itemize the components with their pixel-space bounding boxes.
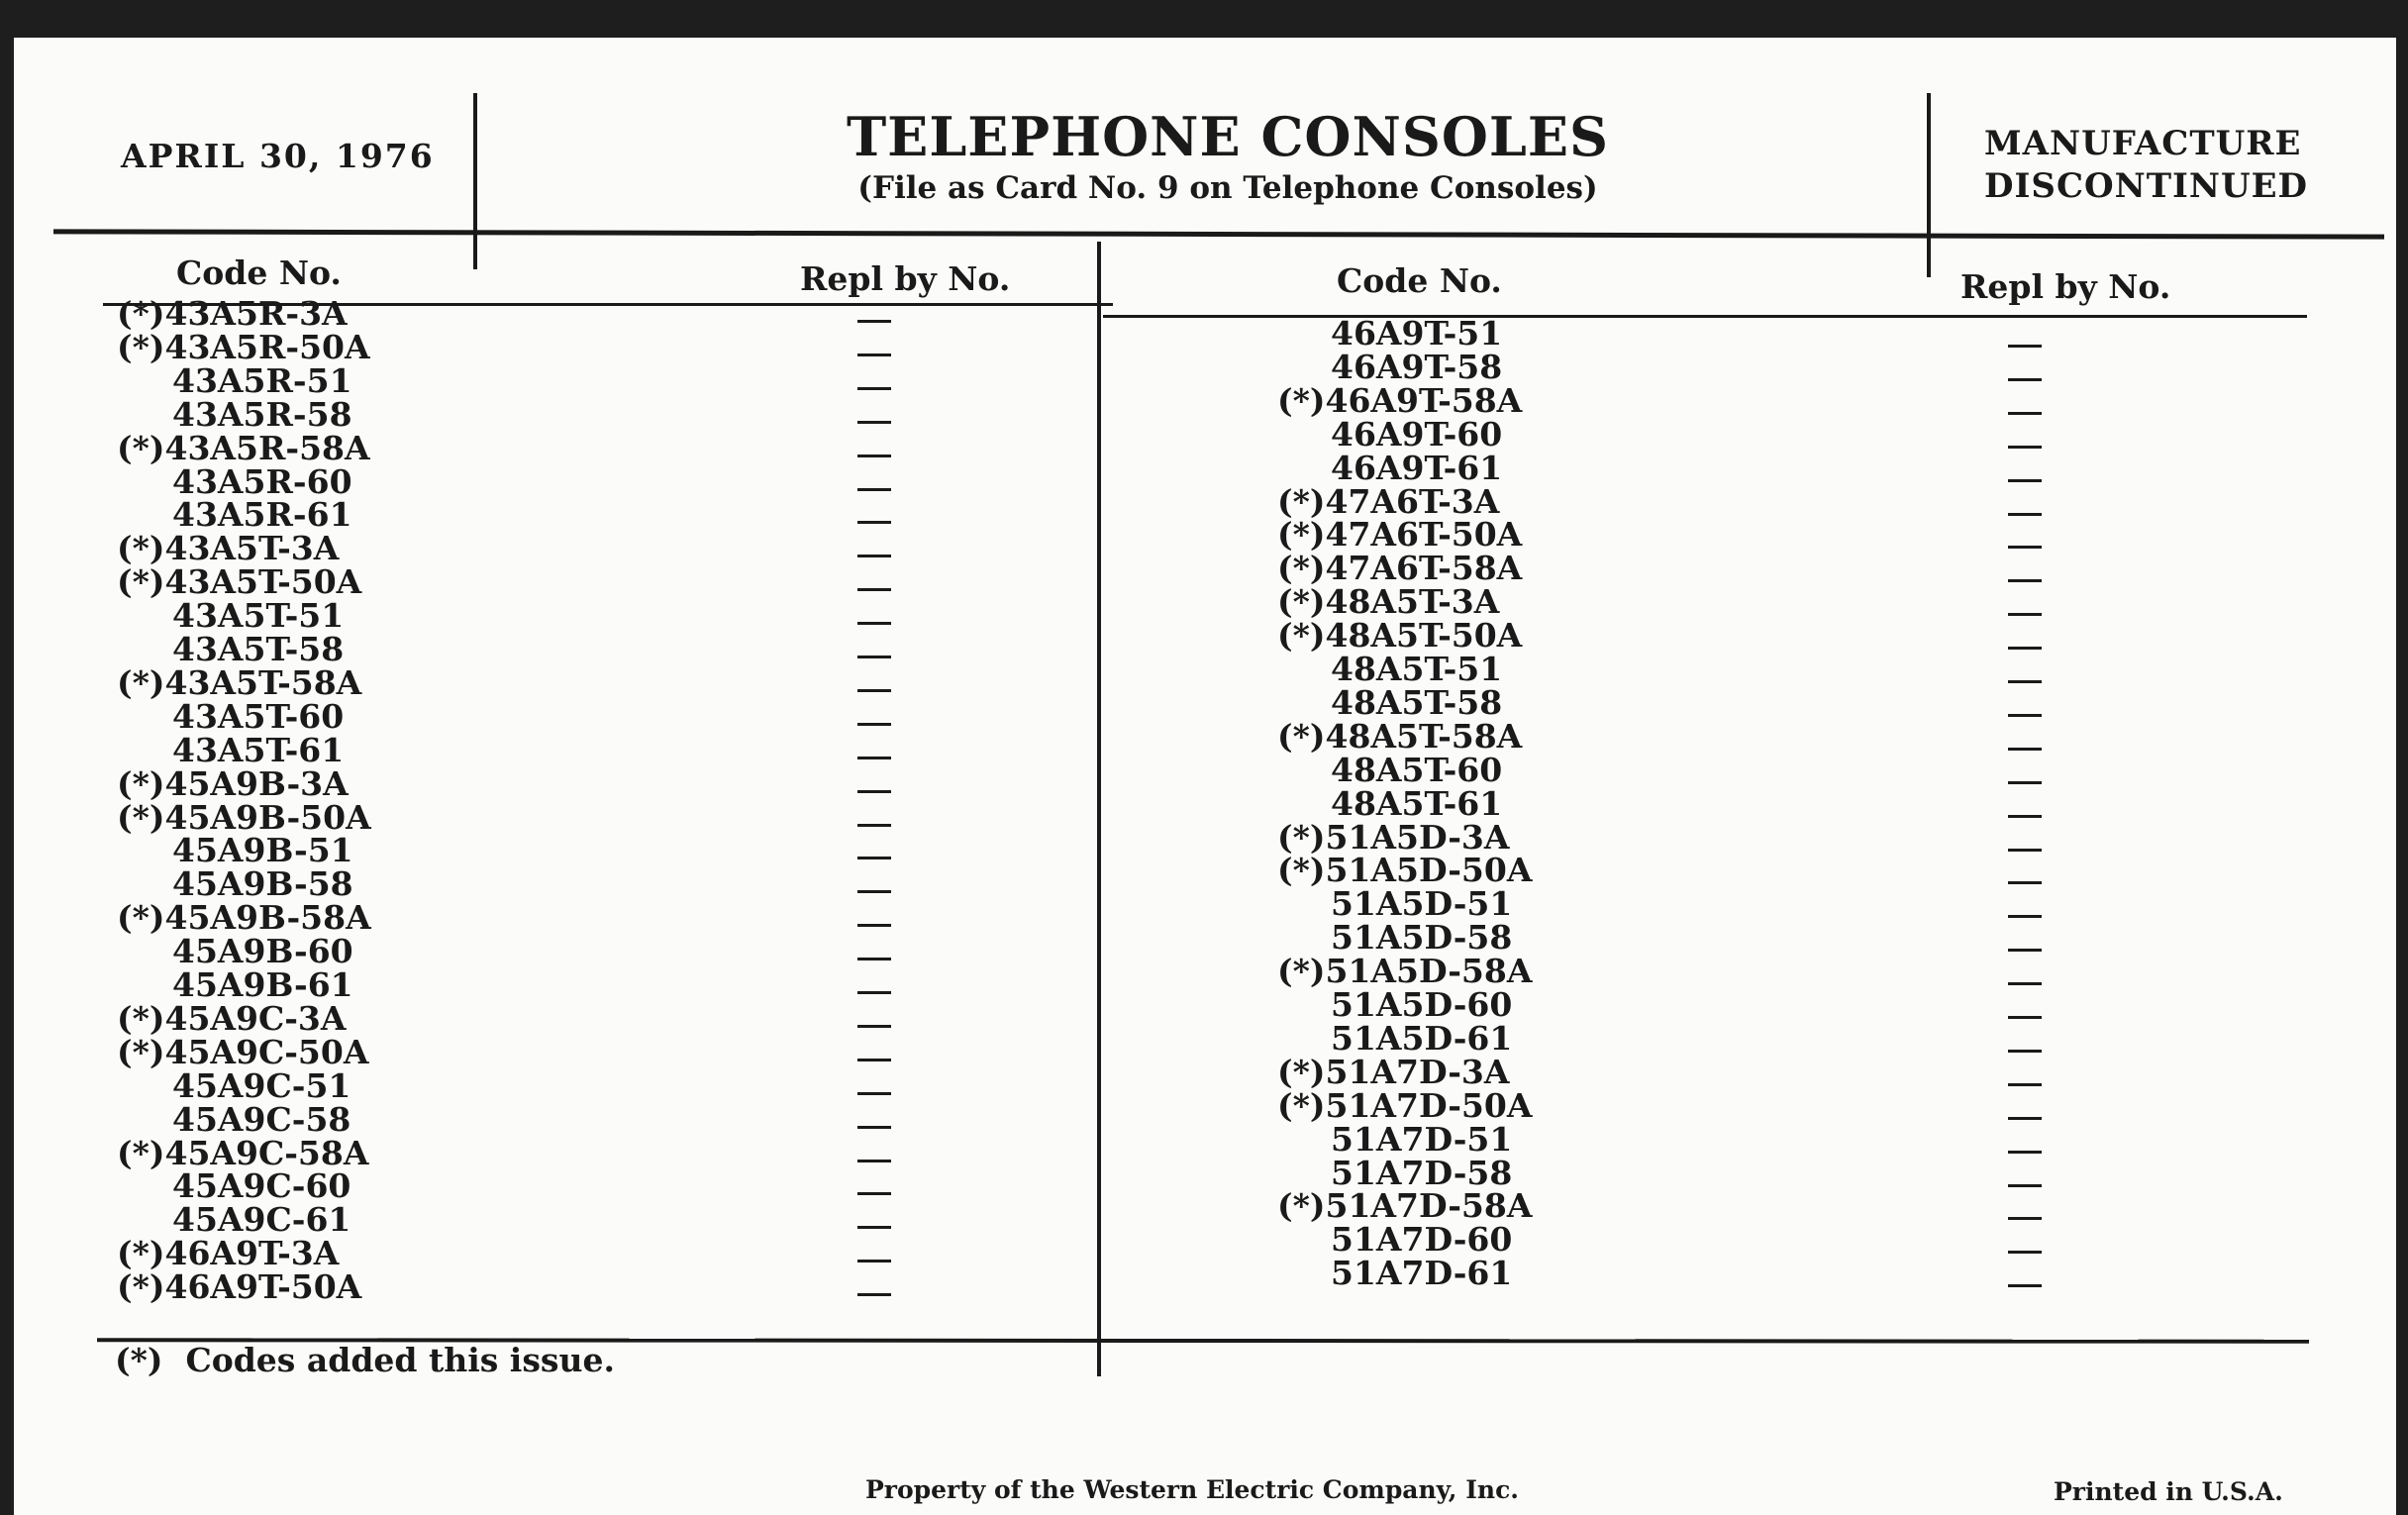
replacement-dash xyxy=(857,790,891,793)
printed-notice: Printed in U.S.A. xyxy=(2054,1477,2283,1506)
left-code-header: Code No. xyxy=(176,253,342,292)
replacement-dash xyxy=(2008,1217,2042,1220)
code-number: (*)43A5R-58A xyxy=(117,428,370,467)
code-number: (*)45A9B-58A xyxy=(117,898,371,938)
status-line-2: DISCONTINUED xyxy=(1984,166,2309,206)
code-number: (*)45A9C-58A xyxy=(117,1133,369,1172)
replacement-dash xyxy=(857,488,891,491)
replacement-dash xyxy=(2008,378,2042,381)
replacement-dash xyxy=(857,622,891,625)
replacement-dash xyxy=(857,1260,891,1262)
code-number: (*)51A5D-3A xyxy=(1277,817,1510,857)
header-divider-left xyxy=(473,93,477,269)
replacement-dash xyxy=(2008,412,2042,415)
replacement-dash xyxy=(2008,815,2042,818)
replacement-dash xyxy=(2008,1083,2042,1086)
replacement-dash xyxy=(857,824,891,827)
code-number: (*)43A5T-58A xyxy=(117,662,362,702)
replacement-dash xyxy=(2008,647,2042,650)
replacement-dash xyxy=(2008,1117,2042,1120)
left-repl-header: Repl by No. xyxy=(800,259,1011,298)
code-number: 43A5R-51 xyxy=(172,360,352,400)
code-number: (*)43A5T-50A xyxy=(117,562,362,602)
replacement-dash xyxy=(857,1025,891,1028)
page-subtitle: (File as Card No. 9 on Telephone Consoles) xyxy=(857,170,1598,206)
replacement-dash xyxy=(857,521,891,524)
code-number: (*)43A5R-50A xyxy=(117,327,370,366)
issue-date: APRIL 30, 1976 xyxy=(121,137,435,175)
code-number: (*)51A5D-58A xyxy=(1277,952,1533,991)
replacement-dash xyxy=(2008,1016,2042,1019)
replacement-dash xyxy=(2008,680,2042,683)
replacement-dash xyxy=(857,656,891,658)
code-number: (*)47A6T-50A xyxy=(1277,515,1523,555)
code-number: (*)48A5T-3A xyxy=(1277,582,1500,622)
property-notice: Property of the Western Electric Company, Inc. xyxy=(865,1475,1520,1504)
right-code-header: Code No. xyxy=(1337,261,1502,300)
replacement-dash xyxy=(857,354,891,356)
replacement-dash xyxy=(857,723,891,726)
code-number: (*)45A9C-3A xyxy=(117,998,347,1038)
code-number: 51A7D-51 xyxy=(1331,1119,1513,1159)
replacement-dash xyxy=(857,991,891,994)
replacement-dash xyxy=(857,588,891,591)
replacement-dash xyxy=(2008,849,2042,852)
replacement-dash xyxy=(857,1226,891,1229)
page-title: TELEPHONE CONSOLES xyxy=(847,105,1609,168)
code-number: 45A9C-51 xyxy=(172,1065,351,1105)
replacement-dash xyxy=(857,1293,891,1296)
code-number: (*)48A5T-50A xyxy=(1277,616,1523,656)
code-number: 43A5T-58 xyxy=(172,630,345,668)
code-number: (*)51A7D-58A xyxy=(1277,1186,1533,1226)
code-number: 46A9T-51 xyxy=(1331,314,1503,353)
code-number: (*)48A5T-58A xyxy=(1277,716,1523,756)
code-number: (*)47A6T-3A xyxy=(1277,481,1500,521)
right-repl-header: Repl by No. xyxy=(1960,267,2171,306)
replacement-dash xyxy=(857,924,891,927)
replacement-dash xyxy=(857,1160,891,1162)
code-number: (*)51A7D-3A xyxy=(1277,1052,1510,1091)
replacement-dash xyxy=(857,689,891,692)
code-number: 43A5T-51 xyxy=(172,596,345,636)
code-number: 45A9C-60 xyxy=(172,1166,351,1206)
code-number: (*)46A9T-50A xyxy=(117,1267,362,1307)
code-number: 51A7D-60 xyxy=(1331,1220,1513,1260)
code-number: 51A5D-51 xyxy=(1331,884,1513,924)
replacement-dash xyxy=(857,857,891,859)
replacement-dash xyxy=(2008,579,2042,582)
replacement-dash xyxy=(2008,446,2042,449)
replacement-dash xyxy=(857,757,891,759)
code-number: (*)45A9C-50A xyxy=(117,1032,369,1071)
replacement-dash xyxy=(857,320,891,323)
code-number: 46A9T-58 xyxy=(1331,347,1503,386)
replacement-dash xyxy=(857,387,891,390)
replacement-dash xyxy=(857,1059,891,1061)
code-number: (*)43A5R-3A xyxy=(117,294,348,333)
code-number: (*)51A5D-50A xyxy=(1277,851,1533,890)
code-number: (*)45A9B-3A xyxy=(117,763,349,803)
replacement-dash xyxy=(2008,915,2042,918)
code-number: 45A9B-61 xyxy=(172,965,353,1004)
code-number: (*)46A9T-3A xyxy=(117,1234,340,1273)
code-number: 48A5T-60 xyxy=(1331,750,1503,789)
document-card xyxy=(14,38,2396,1515)
code-number: 43A5R-61 xyxy=(172,495,352,535)
code-number: 43A5R-58 xyxy=(172,394,352,434)
code-number: 46A9T-61 xyxy=(1331,448,1503,487)
replacement-dash xyxy=(2008,1184,2042,1187)
code-number: 51A5D-61 xyxy=(1331,1018,1513,1058)
replacement-dash xyxy=(857,555,891,557)
code-number: (*)47A6T-58A xyxy=(1277,549,1523,588)
code-number: 51A7D-58 xyxy=(1331,1153,1513,1192)
code-number: 45A9B-51 xyxy=(172,831,353,870)
code-number: 51A5D-60 xyxy=(1331,985,1513,1024)
code-number: 51A7D-61 xyxy=(1331,1254,1513,1293)
replacement-dash xyxy=(2008,748,2042,751)
code-number: 48A5T-58 xyxy=(1331,682,1503,722)
replacement-dash xyxy=(857,1092,891,1095)
code-number: 45A9B-60 xyxy=(172,932,353,971)
replacement-dash xyxy=(2008,982,2042,985)
replacement-dash xyxy=(2008,1284,2042,1287)
status-line-1: MANUFACTURE xyxy=(1984,124,2302,163)
code-number: 43A5R-60 xyxy=(172,461,352,501)
replacement-dash xyxy=(857,958,891,960)
code-number: 46A9T-60 xyxy=(1331,414,1503,454)
code-number: 48A5T-51 xyxy=(1331,650,1503,688)
code-number: 43A5T-61 xyxy=(172,730,345,769)
code-number: (*)43A5T-3A xyxy=(117,529,340,568)
status-label xyxy=(1984,123,2308,208)
header-rule xyxy=(53,229,2384,239)
replacement-dash xyxy=(857,1126,891,1129)
replacement-dash xyxy=(2008,781,2042,784)
code-number: 43A5T-60 xyxy=(172,696,345,736)
replacement-dash xyxy=(857,454,891,457)
code-number: (*)46A9T-58A xyxy=(1277,380,1523,420)
footnote: (*) Codes added this issue. xyxy=(115,1341,615,1379)
code-number: 45A9C-58 xyxy=(172,1099,351,1139)
code-number: (*)51A7D-50A xyxy=(1277,1085,1533,1125)
code-number: (*)45A9B-50A xyxy=(117,797,371,837)
replacement-dash xyxy=(2008,881,2042,884)
replacement-dash xyxy=(857,1192,891,1195)
code-number: 45A9C-61 xyxy=(172,1200,351,1240)
replacement-dash xyxy=(2008,1151,2042,1154)
header-divider-right xyxy=(1927,93,1931,277)
right-header-rule xyxy=(1103,315,2307,318)
replacement-dash xyxy=(2008,949,2042,952)
replacement-dash xyxy=(2008,613,2042,616)
code-number: 51A5D-58 xyxy=(1331,918,1513,958)
replacement-dash xyxy=(2008,1251,2042,1254)
replacement-dash xyxy=(2008,513,2042,516)
replacement-dash xyxy=(2008,345,2042,348)
replacement-dash xyxy=(2008,1050,2042,1053)
replacement-dash xyxy=(857,421,891,424)
center-divider xyxy=(1097,242,1101,1376)
replacement-dash xyxy=(857,890,891,893)
code-number: 48A5T-61 xyxy=(1331,783,1503,823)
replacement-dash xyxy=(2008,546,2042,549)
replacement-dash xyxy=(2008,714,2042,717)
code-number: 45A9B-58 xyxy=(172,864,353,904)
replacement-dash xyxy=(2008,479,2042,482)
